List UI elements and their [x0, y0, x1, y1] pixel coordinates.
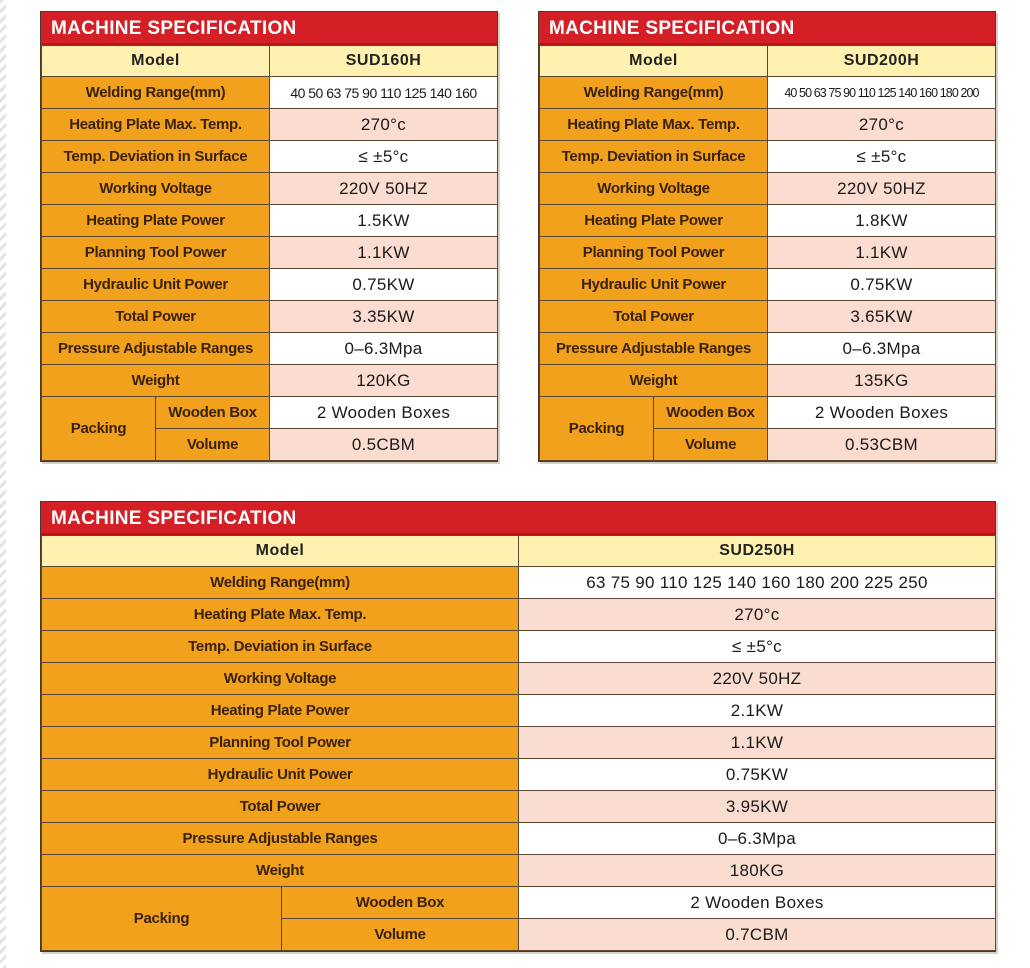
- wooden-box-label: Wooden Box: [654, 397, 768, 429]
- table-row: [42, 141, 498, 173]
- table-row: [42, 173, 498, 205]
- packing-label: Packing: [42, 887, 282, 951]
- model-row: [42, 46, 498, 77]
- temp-deviation-label: Temp. Deviation in Surface: [540, 141, 768, 173]
- table-row: [540, 173, 996, 205]
- table-row: [540, 301, 996, 333]
- total-power-value: 3.95KW: [519, 791, 996, 823]
- pressure-ranges-value: 0–6.3Mpa: [768, 333, 996, 365]
- heating-plate-power-label: Heating Plate Power: [42, 205, 270, 237]
- planning-tool-power-label: Planning Tool Power: [540, 237, 768, 269]
- volume-value: 0.5CBM: [270, 429, 498, 461]
- volume-value: 0.7CBM: [519, 919, 996, 951]
- table-row: [42, 397, 498, 429]
- model-value: SUD200H: [768, 46, 996, 77]
- working-voltage-label: Working Voltage: [42, 173, 270, 205]
- table-row: [540, 237, 996, 269]
- table-row: [42, 205, 498, 237]
- welding-range-value: 40 50 63 75 90 110 125 140 160: [270, 77, 498, 109]
- heating-plate-max-temp-value: 270°c: [519, 599, 996, 631]
- heating-plate-max-temp-label: Heating Plate Max. Temp.: [42, 109, 270, 141]
- weight-value: 135KG: [768, 365, 996, 397]
- heating-plate-power-label: Heating Plate Power: [540, 205, 768, 237]
- table-row: [540, 205, 996, 237]
- volume-value: 0.53CBM: [768, 429, 996, 461]
- working-voltage-value: 220V 50HZ: [519, 663, 996, 695]
- weight-label: Weight: [540, 365, 768, 397]
- planning-tool-power-value: 1.1KW: [768, 237, 996, 269]
- table-row: [42, 727, 996, 759]
- welding-range-label: Welding Range(mm): [42, 567, 519, 599]
- total-power-label: Total Power: [540, 301, 768, 333]
- welding-range-label: Welding Range(mm): [42, 77, 270, 109]
- model-label: Model: [42, 46, 270, 77]
- hydraulic-unit-power-label: Hydraulic Unit Power: [540, 269, 768, 301]
- volume-label: Volume: [282, 919, 519, 951]
- model-label: Model: [42, 536, 519, 567]
- temp-deviation-value: ≤ ±5°c: [519, 631, 996, 663]
- wooden-box-value: 2 Wooden Boxes: [519, 887, 996, 919]
- table-row: [42, 269, 498, 301]
- total-power-label: Total Power: [42, 301, 270, 333]
- table-row: [42, 567, 996, 599]
- model-row: [42, 536, 996, 567]
- working-voltage-label: Working Voltage: [540, 173, 768, 205]
- heating-plate-power-value: 2.1KW: [519, 695, 996, 727]
- heating-plate-power-value: 1.5KW: [270, 205, 498, 237]
- weight-label: Weight: [42, 855, 519, 887]
- heating-plate-power-value: 1.8KW: [768, 205, 996, 237]
- table-row: [540, 397, 996, 429]
- table-row: [540, 333, 996, 365]
- total-power-label: Total Power: [42, 791, 519, 823]
- heating-plate-max-temp-label: Heating Plate Max. Temp.: [540, 109, 768, 141]
- table-row: [540, 109, 996, 141]
- wooden-box-value: 2 Wooden Boxes: [270, 397, 498, 429]
- spec-grid: [41, 535, 996, 951]
- table-row: [42, 791, 996, 823]
- page-edge-pattern: [0, 0, 6, 968]
- table-row: [540, 141, 996, 173]
- pressure-ranges-value: 0–6.3Mpa: [519, 823, 996, 855]
- table-row: [42, 109, 498, 141]
- total-power-value: 3.35KW: [270, 301, 498, 333]
- spec-table-sud200h: [538, 11, 996, 462]
- planning-tool-power-label: Planning Tool Power: [42, 727, 519, 759]
- temp-deviation-value: ≤ ±5°c: [768, 141, 996, 173]
- welding-range-label: Welding Range(mm): [540, 77, 768, 109]
- table-row: [540, 365, 996, 397]
- wooden-box-value: 2 Wooden Boxes: [768, 397, 996, 429]
- table-row: [42, 631, 996, 663]
- table-row: [42, 77, 498, 109]
- table-row: [42, 365, 498, 397]
- table-row: [42, 823, 996, 855]
- spec-grid: [41, 45, 498, 461]
- table-row: [42, 663, 996, 695]
- table-row: [540, 269, 996, 301]
- pressure-ranges-value: 0–6.3Mpa: [270, 333, 498, 365]
- temp-deviation-label: Temp. Deviation in Surface: [42, 631, 519, 663]
- total-power-value: 3.65KW: [768, 301, 996, 333]
- spec-grid: [539, 45, 996, 461]
- table-row: [42, 695, 996, 727]
- weight-value: 180KG: [519, 855, 996, 887]
- working-voltage-label: Working Voltage: [42, 663, 519, 695]
- packing-label: Packing: [42, 397, 156, 461]
- heating-plate-power-label: Heating Plate Power: [42, 695, 519, 727]
- weight-value: 120KG: [270, 365, 498, 397]
- temp-deviation-value: ≤ ±5°c: [270, 141, 498, 173]
- spec-title: MACHINE SPECIFICATION: [539, 12, 995, 45]
- pressure-ranges-label: Pressure Adjustable Ranges: [42, 333, 270, 365]
- model-value: SUD160H: [270, 46, 498, 77]
- spec-title: MACHINE SPECIFICATION: [41, 12, 497, 45]
- planning-tool-power-label: Planning Tool Power: [42, 237, 270, 269]
- table-row: [42, 333, 498, 365]
- hydraulic-unit-power-label: Hydraulic Unit Power: [42, 269, 270, 301]
- hydraulic-unit-power-value: 0.75KW: [768, 269, 996, 301]
- welding-range-value: 63 75 90 110 125 140 160 180 200 225 250: [519, 567, 996, 599]
- temp-deviation-label: Temp. Deviation in Surface: [42, 141, 270, 173]
- wooden-box-label: Wooden Box: [156, 397, 270, 429]
- heating-plate-max-temp-value: 270°c: [270, 109, 498, 141]
- hydraulic-unit-power-value: 0.75KW: [270, 269, 498, 301]
- table-row: [540, 77, 996, 109]
- welding-range-value: 40 50 63 75 90 110 125 140 160 180 200: [768, 77, 996, 109]
- wooden-box-label: Wooden Box: [282, 887, 519, 919]
- table-row: [42, 759, 996, 791]
- hydraulic-unit-power-value: 0.75KW: [519, 759, 996, 791]
- pressure-ranges-label: Pressure Adjustable Ranges: [540, 333, 768, 365]
- spec-table-sud160h: [40, 11, 498, 462]
- hydraulic-unit-power-label: Hydraulic Unit Power: [42, 759, 519, 791]
- weight-label: Weight: [42, 365, 270, 397]
- spec-table-sud250h: [40, 501, 996, 952]
- spec-title: MACHINE SPECIFICATION: [41, 502, 995, 535]
- model-value: SUD250H: [519, 536, 996, 567]
- volume-label: Volume: [654, 429, 768, 461]
- volume-label: Volume: [156, 429, 270, 461]
- planning-tool-power-value: 1.1KW: [519, 727, 996, 759]
- heating-plate-max-temp-label: Heating Plate Max. Temp.: [42, 599, 519, 631]
- table-row: [42, 237, 498, 269]
- model-row: [540, 46, 996, 77]
- table-row: [42, 887, 996, 919]
- table-row: [42, 301, 498, 333]
- table-row: [42, 855, 996, 887]
- packing-label: Packing: [540, 397, 654, 461]
- planning-tool-power-value: 1.1KW: [270, 237, 498, 269]
- working-voltage-value: 220V 50HZ: [270, 173, 498, 205]
- pressure-ranges-label: Pressure Adjustable Ranges: [42, 823, 519, 855]
- model-label: Model: [540, 46, 768, 77]
- heating-plate-max-temp-value: 270°c: [768, 109, 996, 141]
- table-row: [42, 599, 996, 631]
- working-voltage-value: 220V 50HZ: [768, 173, 996, 205]
